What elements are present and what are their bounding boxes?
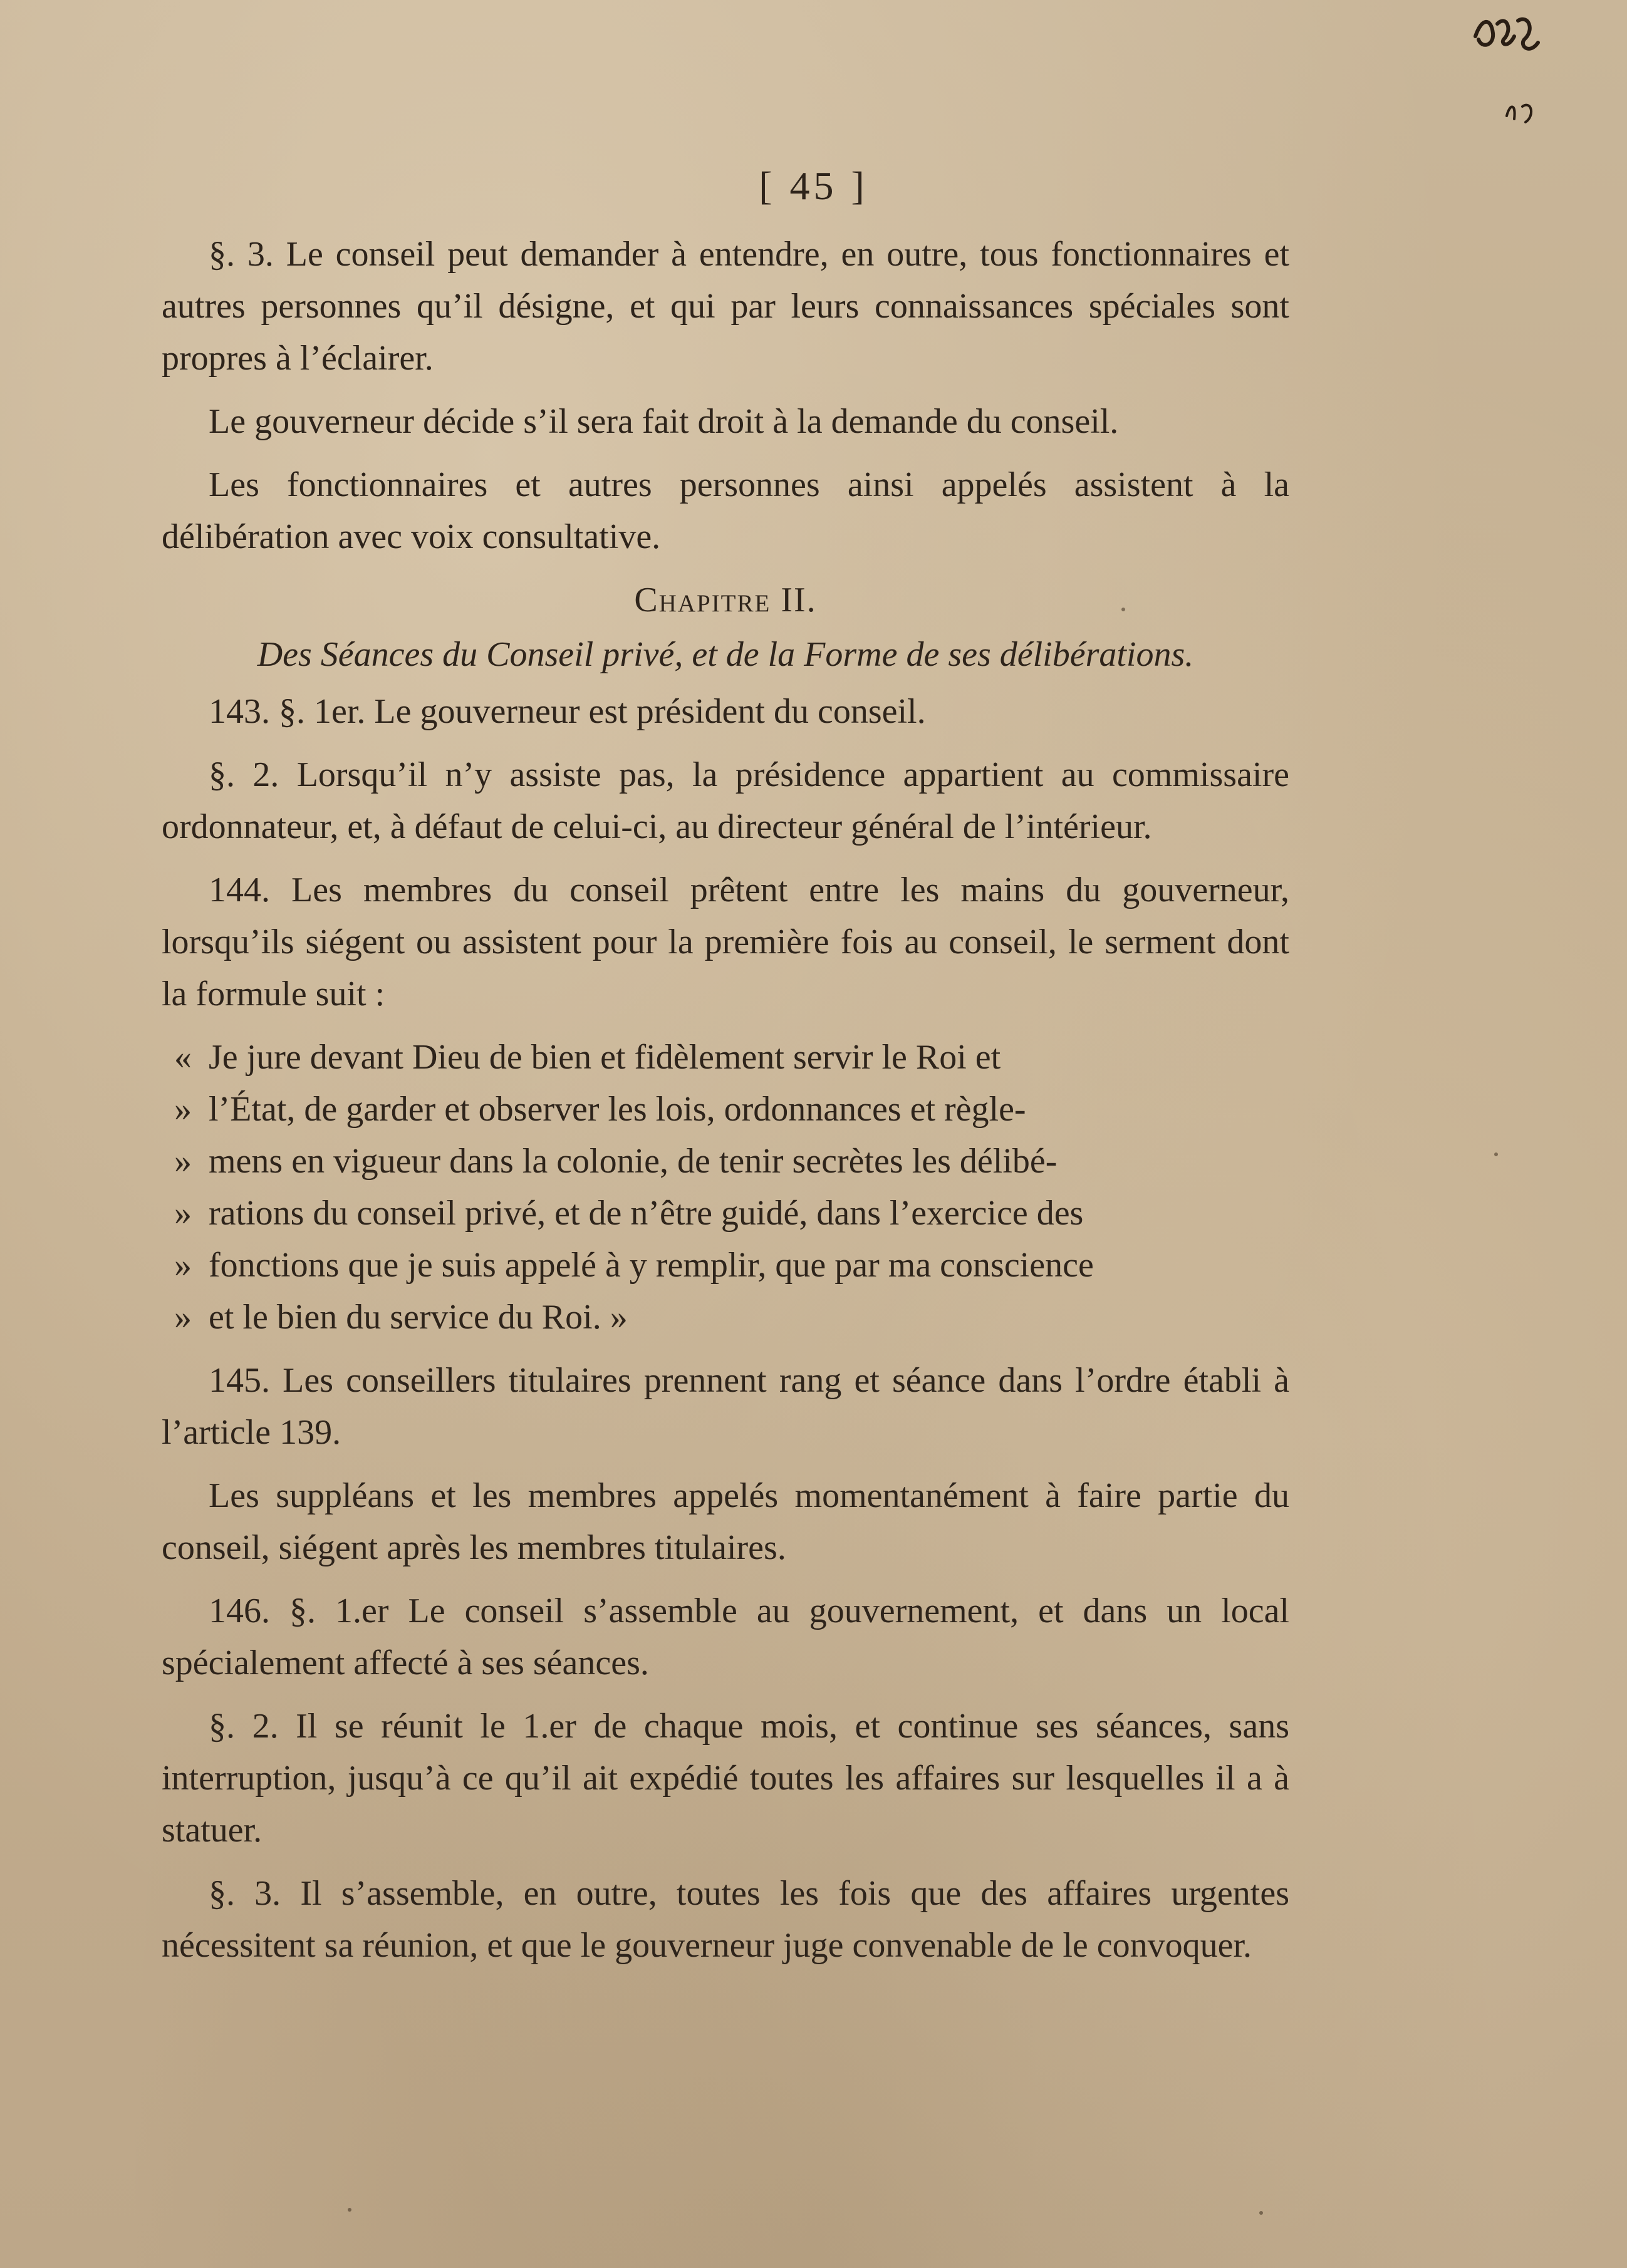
paragraph-article-143: 143. §. 1er. Le gouverneur est président du conseil. xyxy=(209,692,926,731)
oath-line: « Je jure devant Dieu de bien et fidèlement servir le Roi et xyxy=(174,1038,1001,1077)
paragraph-suppleans: Les suppléans et les membres appelés momentanément à faire partie du conseil, siégent après les membres titulaires. xyxy=(162,1476,1289,1567)
oath-line: » fonctions que je suis appelé à y remplir, que par ma conscience xyxy=(174,1246,1094,1285)
paragraph-gouverneur-decide: Le gouverneur décide s’il sera fait droit à la demande du conseil. xyxy=(209,402,1119,441)
paragraph-fonctionnaires-appeles: Les fonctionnaires et autres personnes ainsi appelés assistent à la délibération avec voix consultative. xyxy=(162,465,1289,556)
handwritten-annotation-mark xyxy=(1500,94,1544,132)
paragraph-article-143-s2: §. 2. Lorsqu’il n’y assiste pas, la présidence appartient au commissaire ordonnateur, et, à défaut de celui-ci, au directeur général de l’intérieur. xyxy=(162,755,1289,846)
body-text xyxy=(162,229,1289,1972)
chapter-subtitle: Des Séances du Conseil privé, et de la Forme de ses délibérations. xyxy=(257,635,1194,674)
paper-speck xyxy=(348,2208,351,2212)
chapter-heading: Chapitre II. xyxy=(634,581,817,619)
oath-line: » mens en vigueur dans la colonie, de tenir secrètes les délibé- xyxy=(174,1142,1058,1181)
oath-line: » et le bien du service du Roi. » xyxy=(174,1298,628,1337)
paragraph-conseil-entendre: §. 3. Le conseil peut demander à entendre, en outre, tous fonctionnaires et autres personnes qu’il désigne, et qui par leurs connaissances spéciales sont propres à l’éclairer. xyxy=(162,235,1289,378)
paper-speck xyxy=(1121,608,1125,611)
oath-line: » l’État, de garder et observer les lois, ordonnances et règle- xyxy=(174,1090,1026,1129)
paragraph-article-145: 145. Les conseillers titulaires prennent rang et séance dans l’ordre établi à l’article 139. xyxy=(162,1361,1289,1452)
paragraph-article-144: 144. Les membres du conseil prêtent entre les mains du gouverneur, lorsqu’ils siégent ou assistent pour la première fois au conseil, le serment dont la formule suit : xyxy=(162,871,1289,1013)
paper-speck xyxy=(1259,2211,1263,2215)
paragraph-article-146-s2: §. 2. Il se réunit le 1.er de chaque mois, et continue ses séances, sans interruption, jusqu’à ce qu’il ait expédié toutes les affaires sur lesquelles il a à statuer. xyxy=(162,1707,1289,1850)
oath-formula xyxy=(162,1032,1289,1344)
handwritten-folio-mark xyxy=(1469,11,1544,61)
page-number: [ 45 ] xyxy=(759,163,868,208)
paragraph-article-146-s3: §. 3. Il s’assemble, en outre, toutes les fois que des affaires urgentes nécessitent sa réunion, et que le gouverneur juge convenable de le convoquer. xyxy=(162,1874,1289,1965)
oath-line: » rations du conseil privé, et de n’être guidé, dans l’exercice des xyxy=(174,1194,1084,1233)
paper-speck xyxy=(1494,1152,1498,1156)
paragraph-article-146: 146. §. 1.er Le conseil s’assemble au gouvernement, et dans un local spécialement affecté à ses séances. xyxy=(162,1592,1289,1682)
